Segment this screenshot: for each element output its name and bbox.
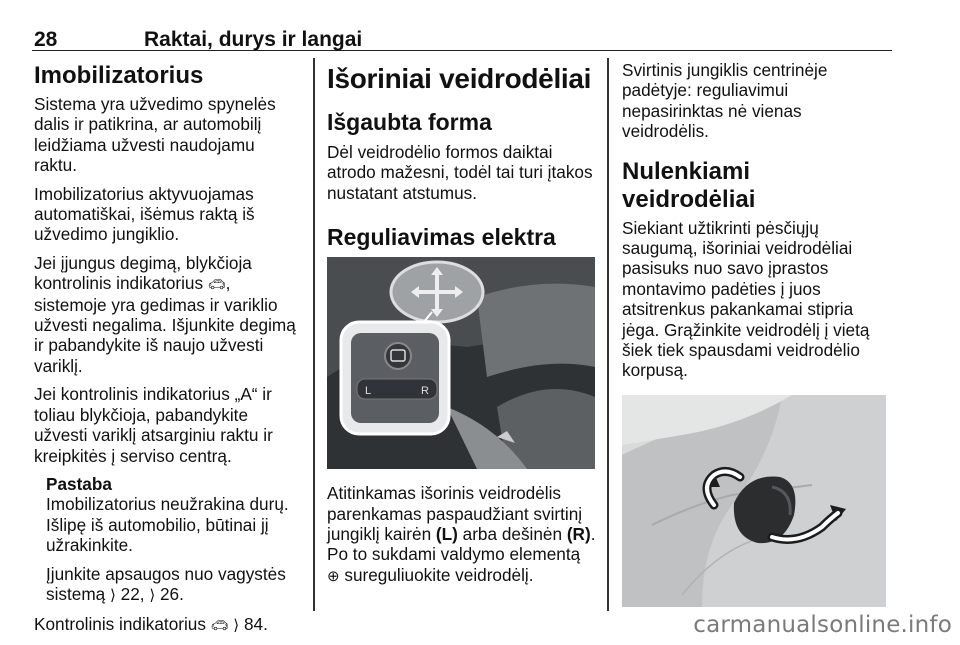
paragraph: Dėl veidrodėlio formos daiktai atrodo mažesni, todėl tai turi įtakos nustatant atstumus.: [327, 142, 593, 203]
paragraph: [34, 253, 302, 376]
note-box: [46, 474, 302, 606]
column-exterior-mirrors: [327, 60, 597, 595]
text: . Po to sukdami valdymo elementą: [327, 524, 596, 565]
mirror-adjust-icon: ⊕: [327, 567, 340, 585]
text: Įjunkite apsaugos nuo vagystės sistemą: [46, 563, 286, 604]
car-key-icon: 🚗︎: [207, 276, 226, 293]
page-link[interactable]: 26: [159, 583, 180, 604]
paragraph: Imobilizatorius aktyvuojamas automatiškai, išėmus raktą iš užvedimo jungiklio.: [34, 183, 255, 245]
paragraph: Siekiant užtikrinti pėsčiųjų saugumą, išoriniai veidrodėliai pasisuks nuo savo įprastos montavimo padėties į juos atsitrenkus pakankamai stipria jėga. Grąžinkite veidrodėlį į vietą šiek tiek spausdami veidrodėlio korpusą.: [622, 217, 870, 381]
note-title: Pastaba: [46, 473, 112, 494]
text: Atitinkamas išorinis veidrodėlis parenkamas paspaudžiant svirtinį jungiklį kairėn: [327, 483, 583, 545]
section-title-mirrors: Išoriniai veidrodėliai: [327, 63, 592, 94]
mirror-switch-illustration: [327, 257, 595, 469]
right-label: (R): [566, 524, 591, 545]
paragraph: Svirtinis jungiklis centrinėje padėtyje: reguliavimui nepasirinktas nė vienas veidrodėlis.: [622, 60, 828, 142]
folding-mirror-image: [622, 395, 886, 607]
subsection-title: Reguliavimas elektra: [327, 224, 556, 251]
switch-right-mark: R: [421, 385, 429, 398]
note-text: Įjunkite apsaugos nuo vagystės sistemą ⟩ 22, ⟩ 26.: [46, 563, 286, 604]
paragraph: Kontrolinis indikatorius 🚗︎ ⟩ 84.: [34, 614, 268, 635]
chapter-title: Raktai, durys ir langai: [144, 28, 363, 51]
paragraph: Jei kontrolinis indikatorius „A“ ir toliau blykčioja, pabandykite užvesti variklį atsarginiu raktu ir kreipkitės į serviso centrą.: [34, 384, 273, 466]
text: Jei įjungus degimą, blykčioja kontrolinis indikatorius: [34, 252, 252, 294]
text: sureguliuokite veidrodėlį.: [339, 564, 534, 585]
folding-mirror-illustration: [622, 395, 886, 607]
column-folding-mirrors: [622, 60, 890, 621]
arrow-reference-icon: ⟩: [233, 617, 240, 635]
note-text: Imobilizatorius neužrakina durų. Išlipę iš automobilio, būtinai jį užrakinkite.: [46, 494, 289, 556]
column-immobilizer: [34, 60, 302, 645]
text: Kontrolinis indikatorius: [34, 614, 211, 635]
section-title-immobilizer: Imobilizatorius: [34, 62, 204, 89]
text: arba dešinėn: [457, 524, 567, 545]
subsection-title: Išgaubta forma: [327, 109, 492, 135]
car-key-icon: 🚗︎: [210, 617, 229, 634]
watermark: carmanualsonline.info: [693, 612, 952, 638]
switch-left-mark: L: [365, 385, 372, 398]
page-link[interactable]: 22: [120, 583, 140, 604]
column-divider: [313, 58, 315, 611]
section-title-folding: Nulenkiami veidrodėliai: [622, 157, 756, 213]
page-link[interactable]: 84: [243, 614, 264, 635]
paragraph: [327, 483, 597, 587]
column-divider: [607, 58, 609, 611]
left-label: (L): [435, 524, 458, 545]
page-number: 28: [34, 28, 58, 51]
text: , sistemoje yra gedimas ir variklio užvesti negalima. Išjunkite degimą ir pabandykite iš naujo užvesti variklį.: [34, 273, 296, 376]
mirror-switch-image: [327, 257, 595, 469]
paragraph: Sistema yra užvedimo spynelės dalis ir patikrina, ar automobilį leidžiama užvesti naudojamu raktu.: [34, 94, 276, 176]
page-header: [32, 22, 892, 51]
arrow-reference-icon: ⟩: [149, 586, 156, 604]
arrow-reference-icon: ⟩: [110, 586, 116, 604]
